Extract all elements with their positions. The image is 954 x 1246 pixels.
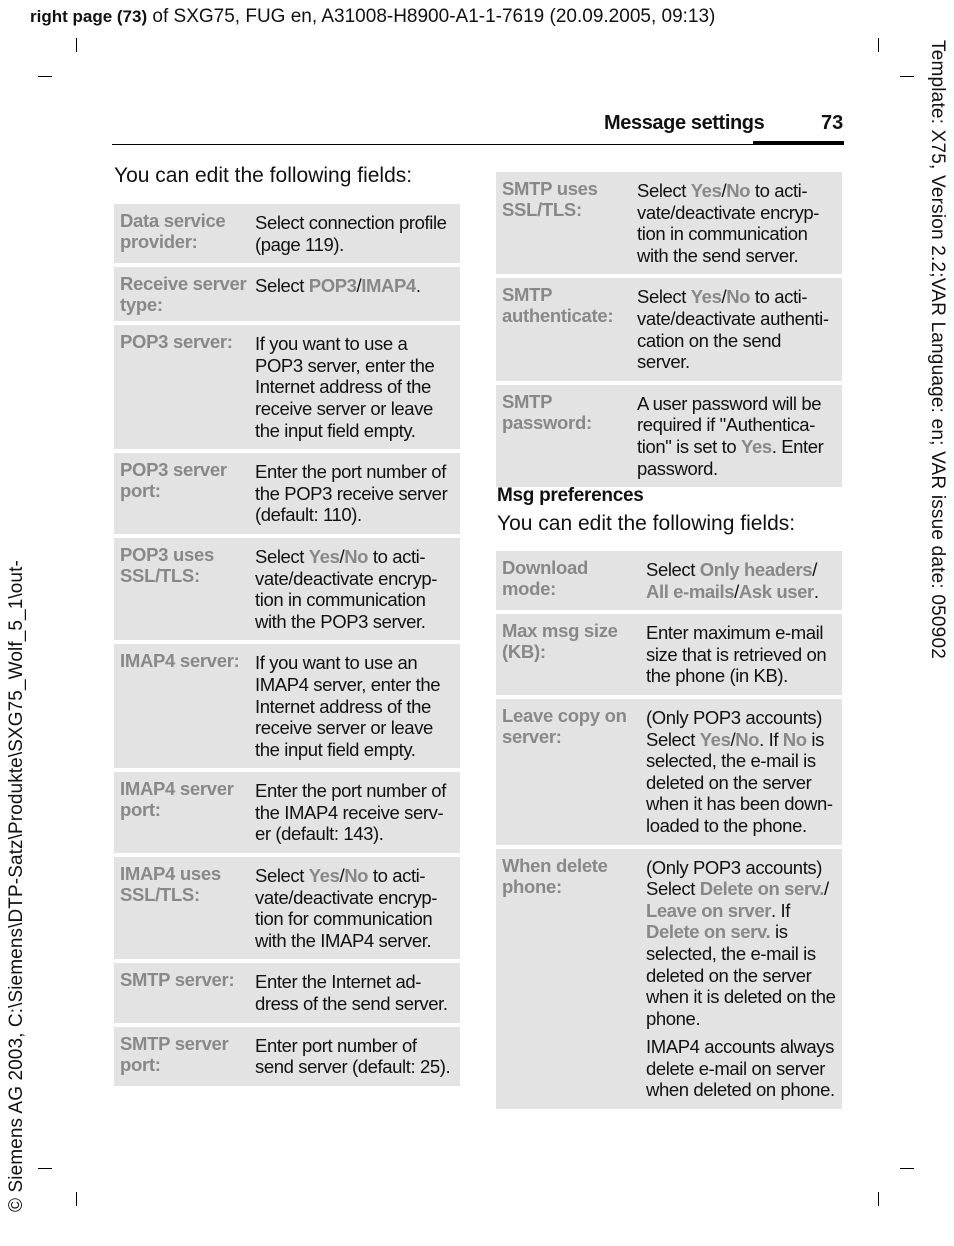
table-row (496, 614, 842, 695)
description-text: is selected, the e-mail is deleted on the server when it has been down-loaded to the phone. (646, 728, 833, 836)
template-info-vertical: Template: X75, Version 2.2;VAR Language: en; VAR issue date: 050902 (927, 40, 948, 659)
table-row (114, 772, 460, 853)
description-text: Select (646, 559, 700, 580)
menu-option-term: No (726, 180, 751, 201)
field-description (251, 644, 460, 768)
print-header (30, 6, 715, 28)
description-paragraph (255, 275, 456, 297)
crop-mark (38, 1168, 52, 1169)
header-rule (112, 144, 844, 145)
menu-option-term: Leave on srver (646, 899, 772, 921)
field-description (642, 551, 842, 610)
field-description (633, 172, 842, 274)
description-paragraph (646, 857, 838, 1030)
menu-option-term: No (344, 545, 369, 567)
description-text: Select (255, 275, 309, 297)
menu-option-term: IMAP4 (361, 275, 416, 297)
description-text: / (356, 275, 362, 297)
description-text: . (415, 275, 421, 297)
description-paragraph (255, 212, 456, 255)
table-row (496, 385, 842, 487)
field-label: POP3 server port: (120, 459, 227, 502)
field-label: SMTP server port: (120, 1032, 229, 1075)
table-row (114, 204, 460, 263)
field-label: IMAP4 server: (120, 650, 240, 672)
table-row (496, 551, 842, 610)
menu-option-term: Only headers (699, 559, 813, 580)
field-label: POP3 server: (120, 331, 233, 353)
header-rule-accent (753, 141, 844, 145)
msg-preferences-heading: Msg preferences (497, 485, 644, 506)
table-row (114, 538, 460, 640)
menu-option-term: Yes (690, 286, 722, 308)
table-row (496, 278, 842, 380)
left-settings-table (114, 204, 460, 1090)
crop-mark (878, 1192, 879, 1206)
field-description (642, 699, 842, 845)
menu-option-term: No (782, 728, 807, 750)
description-paragraph (255, 333, 456, 441)
field-description (633, 385, 842, 487)
description-text: Select (255, 865, 309, 887)
description-text: / (812, 559, 817, 580)
field-description (251, 204, 460, 263)
table-row (114, 1027, 460, 1086)
menu-option-term: Ask user (738, 580, 814, 602)
menu-option-term: Yes (308, 545, 340, 567)
description-text: . If (771, 899, 790, 921)
description-text: is selected, the e-mail is deleted on the server when it is deleted on the phone. (646, 921, 836, 1029)
description-text: Enter maximum e-mail size that is retrieved on the phone (in KB). (646, 622, 827, 687)
right-settings-table (496, 172, 842, 491)
field-label: Download mode: (502, 557, 588, 599)
field-label: SMTP uses SSL/TLS: (502, 178, 598, 220)
description-text: Enter port number of send server (default: 25). (255, 1034, 451, 1078)
crop-mark (900, 1168, 914, 1169)
menu-option-term: Yes (741, 435, 772, 457)
menu-option-term: No (735, 728, 760, 750)
description-text: If you want to use a POP3 server, enter the Internet address of the receive server or leave the input field empty. (255, 333, 435, 441)
description-text: Select (255, 545, 309, 567)
menu-option-term: Yes (690, 180, 722, 201)
description-text: . If (759, 728, 783, 750)
description-text: / (721, 286, 727, 308)
field-label: IMAP4 uses SSL/TLS: (120, 863, 221, 906)
description-text: Select (637, 180, 691, 201)
field-description (251, 1027, 460, 1086)
description-text: / (339, 865, 345, 887)
description-paragraph (255, 461, 456, 526)
description-paragraph (646, 707, 838, 837)
menu-option-term: Delete on serv. (646, 921, 771, 943)
msg-preferences-table (496, 551, 842, 1113)
field-label: POP3 uses SSL/TLS: (120, 543, 214, 586)
menu-option-term: POP3 (308, 275, 357, 297)
field-description (251, 453, 460, 534)
description-text: / (824, 878, 829, 900)
table-row (114, 963, 460, 1022)
table-row (114, 453, 460, 534)
description-text: Select connection profile (page 119). (255, 212, 447, 255)
description-paragraph (255, 546, 456, 632)
field-description (642, 614, 842, 695)
description-text: / (721, 180, 727, 201)
field-description (642, 849, 842, 1110)
crop-mark (38, 76, 52, 77)
description-text: If you want to use an IMAP4 server, enter the Internet address of the receive server or leave the input field empty. (255, 652, 441, 760)
table-row (114, 267, 460, 321)
field-description (251, 772, 460, 853)
section-title: Message settings (604, 112, 765, 134)
description-paragraph (255, 971, 456, 1014)
field-label: Receive server type: (120, 273, 247, 316)
description-text: / (730, 728, 736, 750)
crop-mark (900, 76, 914, 77)
field-label: SMTP server: (120, 969, 235, 991)
description-text: to acti-vate/deactivate authenti-cation on the send server. (637, 286, 829, 373)
description-paragraph (637, 393, 838, 479)
description-text: Enter the port number of the IMAP4 receive serv-er (default: 143). (255, 780, 446, 845)
description-paragraph (255, 1035, 456, 1078)
description-paragraph (255, 865, 456, 951)
table-row (114, 644, 460, 768)
table-row (496, 849, 842, 1110)
table-row (114, 857, 460, 959)
copyright-path-vertical: © Siemens AG 2003, C:\Siemens\DTP-Satz\Produkte\SXG75_Wolf_5_1\out- (6, 560, 27, 1212)
description-text: Select (637, 286, 691, 308)
crop-mark (76, 38, 77, 52)
menu-option-term: Yes (699, 728, 731, 750)
menu-option-term: Yes (308, 865, 340, 887)
menu-option-term: All e-mails (646, 580, 735, 602)
field-description (251, 267, 460, 321)
field-description (633, 278, 842, 380)
description-text: (Only POP3 accounts) Select (646, 706, 823, 750)
menu-option-term: No (344, 865, 369, 887)
print-header-rest: of SXG75, FUG en, A31008-H8900-A1-1-7619 (20.09.2005, 09:13) (147, 6, 716, 27)
description-text: . (813, 580, 819, 602)
description-text: . Enter password. (637, 435, 824, 479)
description-paragraph (637, 180, 838, 266)
crop-mark (878, 38, 879, 52)
description-paragraph (255, 652, 456, 760)
field-label: When delete phone: (502, 854, 608, 897)
description-text: A user password will be required if "Authentica-tion" is set to (637, 392, 822, 457)
page-number: 73 (821, 112, 844, 134)
field-label: Data service provider: (120, 210, 226, 252)
description-text: to acti-vate/deactivate encryp-tion for communication with the IMAP4 server. (255, 865, 438, 951)
field-label: Max msg size (KB): (502, 620, 618, 663)
description-note: IMAP4 accounts always delete e-mail on server when deleted on phone. (646, 1036, 835, 1101)
description-paragraph (255, 780, 456, 845)
field-description (251, 963, 460, 1022)
field-label: Leave copy on server: (502, 704, 627, 747)
field-label: IMAP4 server port: (120, 778, 234, 821)
field-description (251, 325, 460, 449)
right-intro-text: You can edit the following fields: (497, 512, 796, 535)
field-label: SMTP password: (502, 390, 592, 433)
menu-option-term: Delete on serv. (699, 878, 825, 900)
field-description (251, 538, 460, 640)
description-text: Enter the port number of the POP3 receive server (default: 110). (255, 461, 448, 526)
field-label: SMTP authenticate: (502, 284, 614, 327)
description-text: to acti-vate/deactivate encryp-tion in communication with the send server. (637, 180, 820, 266)
description-text: to acti-vate/deactivate encryp-tion in communication with the POP3 server. (255, 545, 438, 632)
menu-option-term: No (726, 286, 751, 308)
description-paragraph (646, 559, 838, 602)
description-text: (Only POP3 accounts) Select (646, 856, 823, 900)
field-description (251, 857, 460, 959)
description-text: Enter the Internet ad-dress of the send server. (255, 971, 448, 1015)
print-header-bold: right page (73) (30, 7, 148, 26)
description-paragraph (646, 622, 838, 687)
description-text: / (339, 545, 345, 567)
left-intro-text: You can edit the following fields: (114, 164, 413, 187)
crop-mark (76, 1192, 77, 1206)
description-text: / (734, 580, 739, 602)
table-row (496, 172, 842, 274)
description-paragraph (637, 286, 838, 372)
table-row (496, 699, 842, 845)
table-row (114, 325, 460, 449)
